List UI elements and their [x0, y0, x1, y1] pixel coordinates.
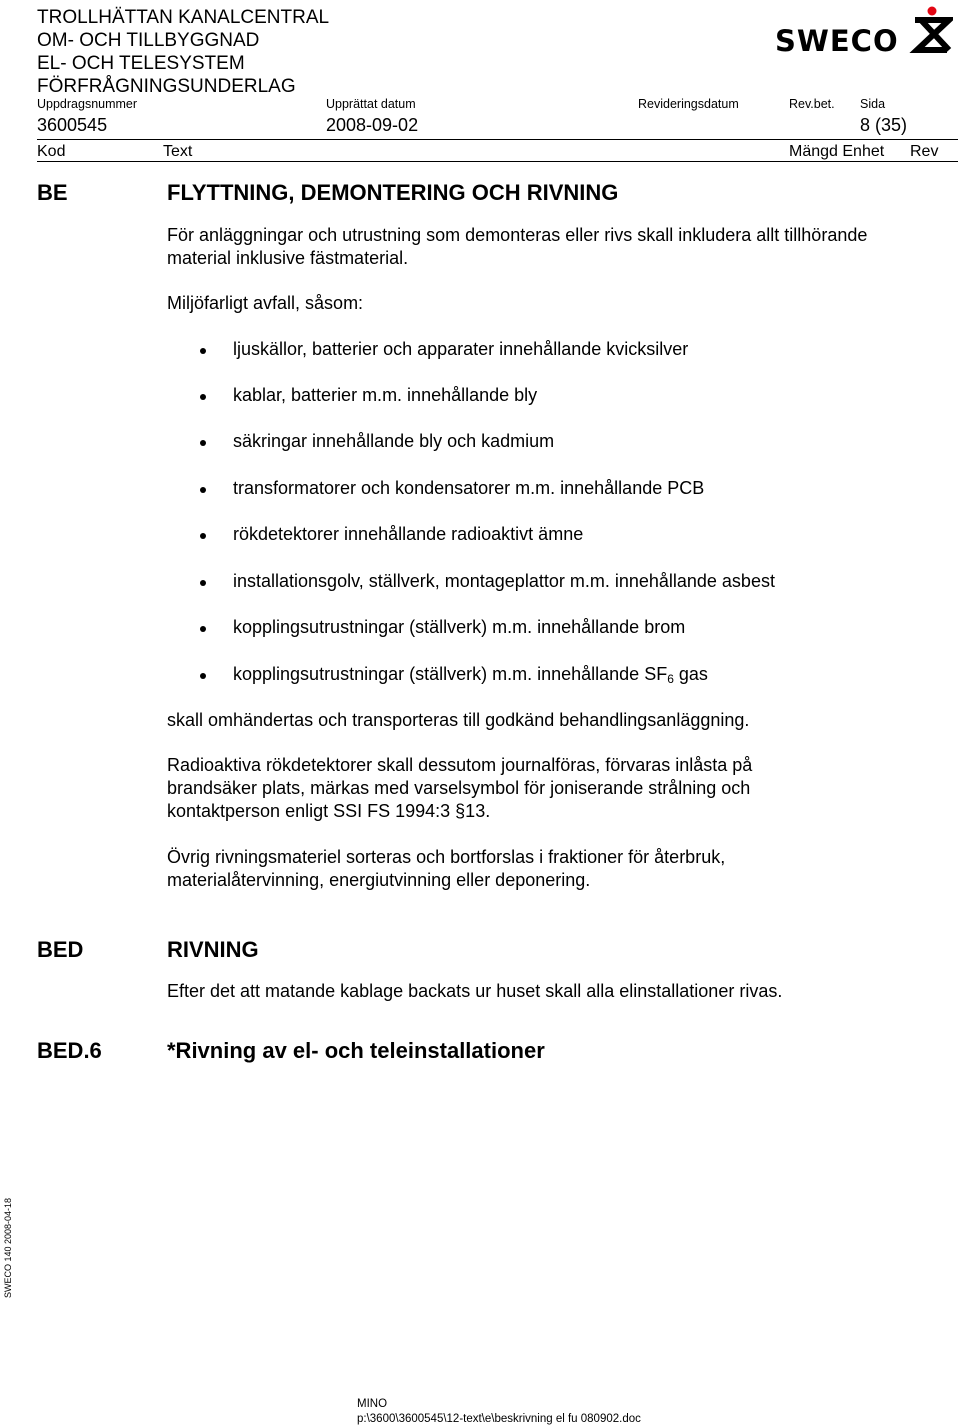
section-heading-be: FLYTTNING, DEMONTERING OCH RIVNING — [167, 180, 619, 205]
side-template-label: SWECO 140 2008-04-18 — [3, 1197, 13, 1298]
section-heading-bed6: *Rivning av el- och teleinstallationer — [167, 1038, 545, 1063]
sweco-logo-icon — [903, 6, 953, 56]
page-number: 8 (35) — [860, 115, 908, 135]
bullet-dot — [200, 348, 206, 354]
assignment-number-label: Uppdragsnummer — [37, 97, 138, 111]
sorting-paragraph: Övrig rivningsmateriel sorteras och bortforslas i fraktioner för återbruk, materialåtervinning, energiutvinning eller deponering. — [167, 847, 726, 890]
sweco-logo — [775, 6, 955, 58]
bullet-item: kopplingsutrustningar (ställverk) m.m. innehållande brom — [233, 617, 686, 637]
project-title-line-3: EL- OCH TELESYSTEM — [37, 53, 245, 74]
logo-wordmark: SWECO — [775, 24, 899, 58]
footer-author: MINO — [357, 1398, 388, 1410]
bullet-dot — [200, 533, 206, 539]
bullet-dot — [200, 487, 206, 493]
created-date: 2008-09-02 — [326, 115, 419, 135]
project-title-line-1: TROLLHÄTTAN KANALCENTRAL — [37, 7, 330, 28]
section-heading-bed: RIVNING — [167, 937, 259, 962]
column-text: Text — [163, 143, 193, 160]
hazard-intro: Miljöfarligt avfall, såsom: — [167, 293, 364, 313]
header-divider — [37, 139, 958, 140]
bullet-item-sf6 — [233, 664, 708, 685]
page-label: Sida — [860, 97, 886, 111]
revision-date-label: Revideringsdatum — [638, 97, 739, 111]
bullet-item: rökdetektorer innehållande radioaktivt ämne — [233, 524, 584, 544]
column-code: Kod — [37, 143, 66, 160]
assignment-number: 3600545 — [37, 115, 108, 135]
handling-paragraph: skall omhändertas och transporteras till godkänd behandlingsanläggning. — [167, 710, 750, 730]
bullet-dot — [200, 440, 206, 446]
bed-paragraph: Efter det att matande kablage backats ur huset skall alla elinstallationer rivas. — [167, 981, 783, 1001]
bullet-dot — [200, 394, 206, 400]
revision-by-label: Rev.bet. — [789, 97, 835, 111]
bullet-sf6-suffix: gas — [673, 664, 708, 684]
radioactive-paragraph: Radioaktiva rökdetektorer skall dessutom journalföras, förvaras inlåsta på brandsäker plats, märkas med varselsymbol för joniserande strålning och kontaktperson enligt SSI FS 1994:3 §13. — [167, 755, 753, 821]
footer-file-path: p:\3600\3600545\12-text\e\beskrivning el fu 080902.doc — [357, 1413, 641, 1425]
section-code-bed6: BED.6 — [37, 1038, 102, 1063]
created-date-label: Upprättat datum — [326, 97, 416, 111]
bullet-dot — [200, 626, 206, 632]
bullet-dot — [200, 580, 206, 586]
bullet-sf6-prefix: kopplingsutrustningar (ställverk) m.m. innehållande SF — [233, 664, 668, 684]
bullet-item: transformatorer och kondensatorer m.m. innehållande PCB — [233, 478, 705, 498]
column-rev: Rev — [910, 143, 939, 160]
project-title-line-2: OM- OCH TILLBYGGNAD — [37, 30, 260, 51]
bullet-item: kablar, batterier m.m. innehållande bly — [233, 385, 538, 405]
bullet-item: säkringar innehållande bly och kadmium — [233, 431, 555, 451]
intro-paragraph: För anläggningar och utrustning som demonteras eller rivs skall inkludera allt tillhörande material inklusive fästmaterial. — [167, 225, 868, 268]
bullet-item: installationsgolv, ställverk, montageplattor m.m. innehållande asbest — [233, 571, 775, 591]
section-code-bed: BED — [37, 937, 84, 962]
project-title-line-4: FÖRFRÅGNINGSUNDERLAG — [37, 76, 296, 97]
column-quantity-unit: Mängd Enhet — [789, 143, 885, 160]
bullet-dot — [200, 673, 206, 679]
bullet-sf6-subscript: 6 — [667, 672, 674, 686]
section-code-be: BE — [37, 180, 68, 205]
bullet-item: ljuskällor, batterier och apparater innehållande kvicksilver — [233, 339, 689, 359]
column-divider — [37, 161, 958, 162]
